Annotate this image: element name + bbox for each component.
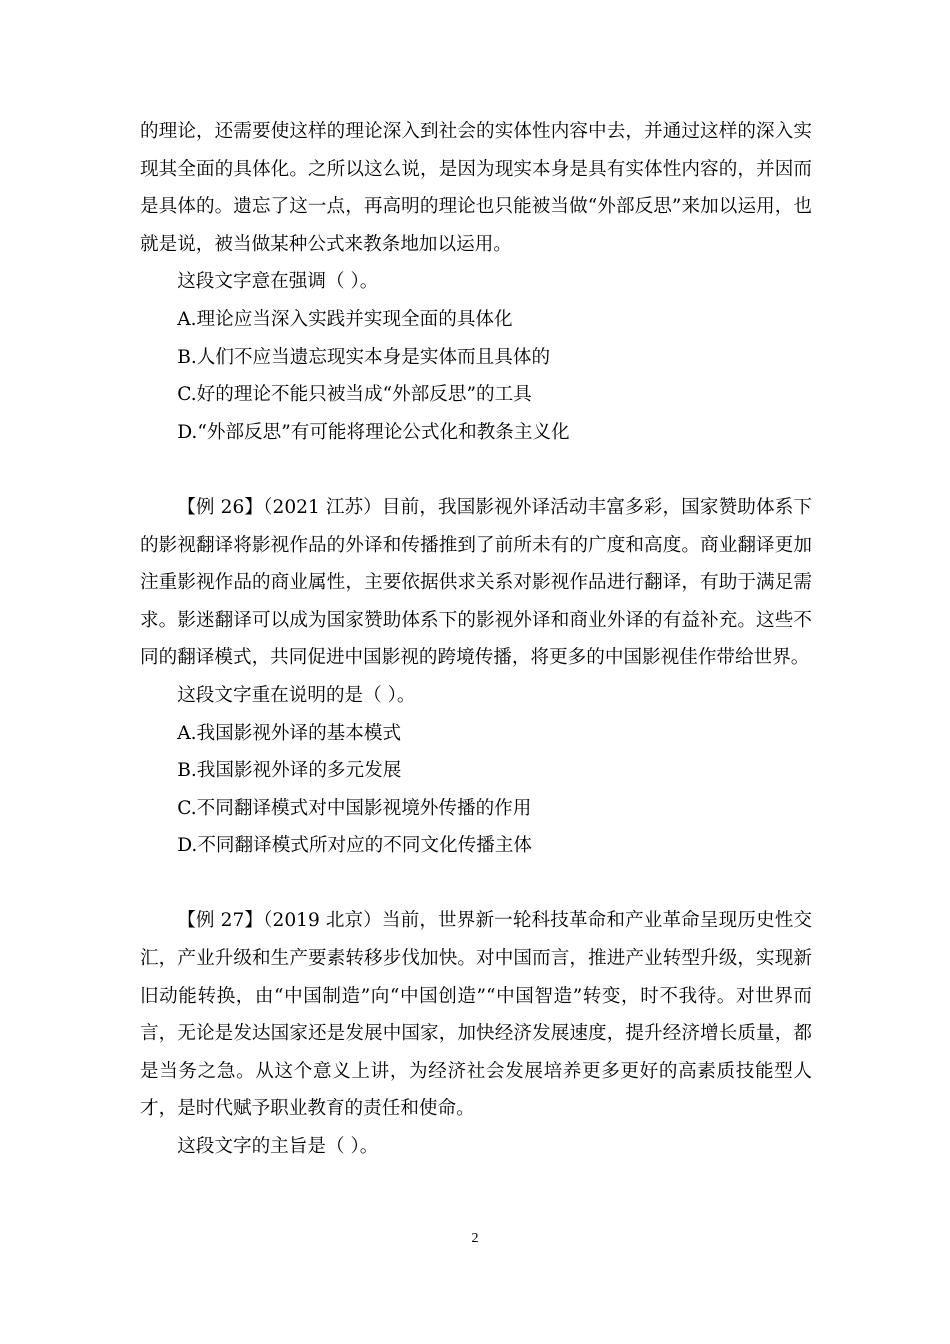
question-passage: 【例 27】（2019 北京）当前，世界新一轮科技革命和产业革命呈现历史性交汇，产业升级和生产要素转移步伐加快。对中国而言，推进产业转型升级，实现新旧动能转换，由“中国制造”向“中国创造”“中国智造”转变，时不我待。对世界而言，无论是发达国家还是发展中国家，加快经济发展速度，提升经济增长质量，都是当务之急。从这个意义上讲，为经济社会发展培养更多更好的高素质技能型人才，是时代赋予职业教育的责任和使命。 bbox=[140, 910, 812, 1120]
question-block-example-27 bbox=[140, 902, 812, 1165]
page-content bbox=[140, 113, 812, 1166]
option-c: C.不同翻译模式对中国影视境外传播的作用 bbox=[177, 797, 532, 819]
option-c: C.好的理论不能只被当成“外部反思”的工具 bbox=[177, 384, 532, 406]
option-d: D.“外部反思”有可能将理论公式化和教条主义化 bbox=[177, 421, 570, 443]
question-prompt: 这段文字意在强调（ ）。 bbox=[177, 271, 379, 293]
question-block-1 bbox=[140, 113, 812, 451]
option-a: A.理论应当深入实践并实现全面的具体化 bbox=[177, 308, 513, 330]
option-b: B.人们不应当遗忘现实本身是实体而且具体的 bbox=[177, 346, 551, 368]
question-passage: 【例 26】（2021 江苏）目前，我国影视外译活动丰富多彩，国家赞助体系下的影视翻译将影视作品的外译和传播推到了前所未有的广度和高度。商业翻译更加注重影视作品的商业属性，主要依据供求关系对影视作品进行翻译，有助于满足需求。影迷翻译可以成为国家赞助体系下的影视外译和商业外译的有益补充。这些不同的翻译模式，共同促进中国影视的跨境传播，将更多的中国影视佳作带给世界。 bbox=[140, 496, 812, 669]
option-d: D.不同翻译模式所对应的不同文化传播主体 bbox=[177, 835, 533, 857]
option-b: B.我国影视外译的多元发展 bbox=[177, 760, 402, 782]
spacer bbox=[140, 451, 812, 489]
question-passage: 的理论，还需要使这样的理论深入到社会的实体性内容中去，并通过这样的深入实现其全面的具体化。之所以这么说，是因为现实本身是具有实体性内容的，并因而是具体的。遗忘了这一点，再高明的理论也只能被当做“外部反思”来加以运用，也就是说，被当做某种公式来教条地加以运用。 bbox=[140, 121, 812, 255]
question-block-example-26 bbox=[140, 489, 812, 865]
page-number: 2 bbox=[471, 1231, 479, 1246]
question-prompt: 这段文字重在说明的是（ ）。 bbox=[177, 684, 416, 706]
question-prompt: 这段文字的主旨是（ ）。 bbox=[177, 1136, 379, 1158]
option-a: A.我国影视外译的基本模式 bbox=[177, 722, 402, 744]
spacer bbox=[140, 865, 812, 903]
